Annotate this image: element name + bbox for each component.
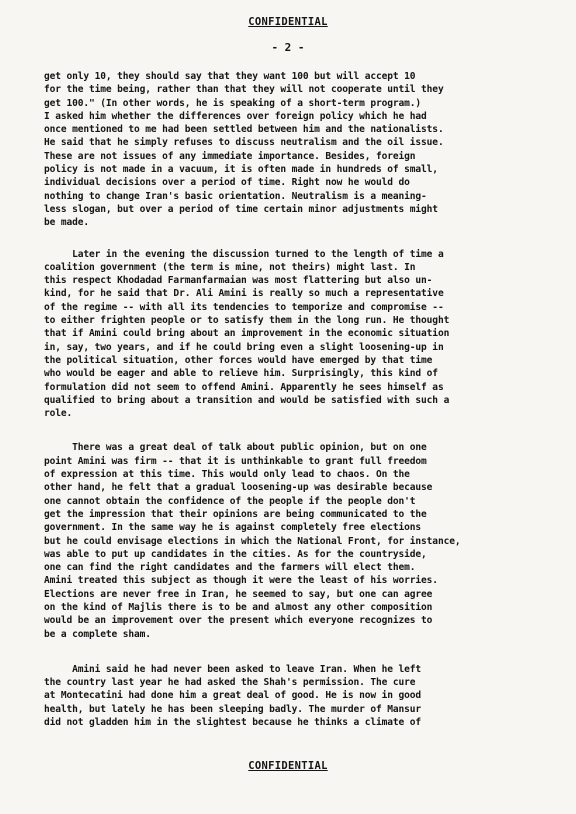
text-line: at Montecatini had done him a great deal of good. He is now in good [44, 690, 422, 702]
text-line: but he could envisage elections in which the National Front, for instance, [44, 535, 461, 547]
text-line: role. [44, 408, 73, 420]
document-body [44, 70, 518, 729]
paragraph-3 [44, 441, 518, 640]
text-line: get 100." (In other words, he is speaking of a short-term program.) [44, 97, 422, 109]
text-line: once mentioned to me had been settled between him and the nationalists. [44, 124, 444, 136]
paragraph-spacer [44, 420, 518, 441]
page-number: - 2 - [271, 41, 305, 54]
text-line: one can find the right candidates and the farmers will elect them. [44, 562, 416, 574]
text-line: that if Amini could bring about an improvement in the economic situation [44, 328, 450, 340]
text-line: on the kind of Majlis there is to be and almost any other composition [44, 601, 433, 613]
text-line: policy is not made in a vacuum, it is often made in hundreds of small, [44, 164, 438, 176]
text-line: Elections are never free in Iran, he seemed to say, but one can agree [44, 588, 433, 600]
text-line: for the time being, rather than that they will not cooperate until they [44, 84, 444, 96]
text-line: was able to put up candidates in the cities. As for the countryside, [44, 548, 427, 560]
text-line: qualified to bring about a transition and would be satisfied with such a [44, 394, 450, 406]
paragraph-spacer [44, 230, 518, 248]
text-line: in, say, two years, and if he could bring even a slight loosening-up in [44, 341, 444, 353]
text-line: get only 10, they should say that they want 100 but will accept 10 [44, 71, 416, 82]
text-line: to either frighten people or to satisfy them in the long run. He thought [44, 315, 450, 327]
text-line: Amini said he had never been asked to leave Iran. When he left [44, 663, 422, 675]
paragraph-spacer [44, 641, 518, 663]
classification-footer: CONFIDENTIAL [248, 760, 328, 772]
text-line: other hand, he felt that a gradual loosening-up was desirable because [44, 482, 433, 494]
paragraph-2 [44, 248, 518, 421]
text-line: nothing to change Iran's basic orientation. Neutralism is a meaning- [44, 190, 427, 202]
text-line: of expression at this time. This would only lead to chaos. On the [44, 469, 410, 481]
text-line: get the impression that their opinions are being communicated to the [44, 508, 427, 520]
text-line: Amini treated this subject as though it were the least of his worries. [44, 575, 438, 587]
text-line: did not gladden him in the slightest because he thinks a climate of [44, 717, 422, 729]
text-line: government. In the same way he is against completely free elections [44, 522, 422, 534]
text-line: the country last year he had asked the Shah's permission. The cure [44, 677, 416, 689]
text-line: kind, for he said that Dr. Ali Amini is really so much a representative [44, 288, 444, 300]
paragraph-1 [44, 70, 518, 230]
text-line: He said that he simply refuses to discuss neutralism and the oil issue. [44, 137, 444, 149]
text-line: point Amini was firm -- that it is unthinkable to grant full freedom [44, 455, 427, 467]
paragraph-4 [44, 663, 518, 729]
text-line: be made. [44, 217, 90, 229]
text-line: These are not issues of any immediate importance. Besides, foreign [44, 150, 416, 162]
text-line: the political situation, other forces would have emerged by that time [44, 354, 433, 366]
text-line: would be an improvement over the present which everyone recognizes to [44, 615, 433, 627]
text-line: who would be eager and able to relieve him. Surprisingly, this kind of [44, 368, 438, 380]
text-line: health, but lately he has been sleeping badly. The murder of Mansur [44, 703, 422, 715]
classification-header: CONFIDENTIAL [248, 16, 328, 28]
text-line: formulation did not seem to offend Amini. Apparently he sees himself as [44, 381, 444, 393]
text-line: There was a great deal of talk about public opinion, but on one [44, 442, 427, 454]
text-line: of the regime -- with all its tendencies to temporize and compromise -- [44, 301, 444, 313]
text-line: be a complete sham. [44, 628, 151, 640]
text-line: this respect Khodadad Farmanfarmaian was most flattering but also un- [44, 275, 433, 287]
text-line: coalition government (the term is mine, not theirs) might last. In [44, 261, 416, 273]
text-line: Later in the evening the discussion turned to the length of time a [44, 248, 444, 260]
text-line: I asked him whether the differences over foreign policy which he had [44, 110, 427, 122]
text-line: less slogan, but over a period of time certain minor adjustments might [44, 203, 438, 215]
text-line: individual decisions over a period of time. Right now he would do [44, 177, 410, 189]
text-line: one cannot obtain the confidence of the people if the people don't [44, 495, 416, 507]
